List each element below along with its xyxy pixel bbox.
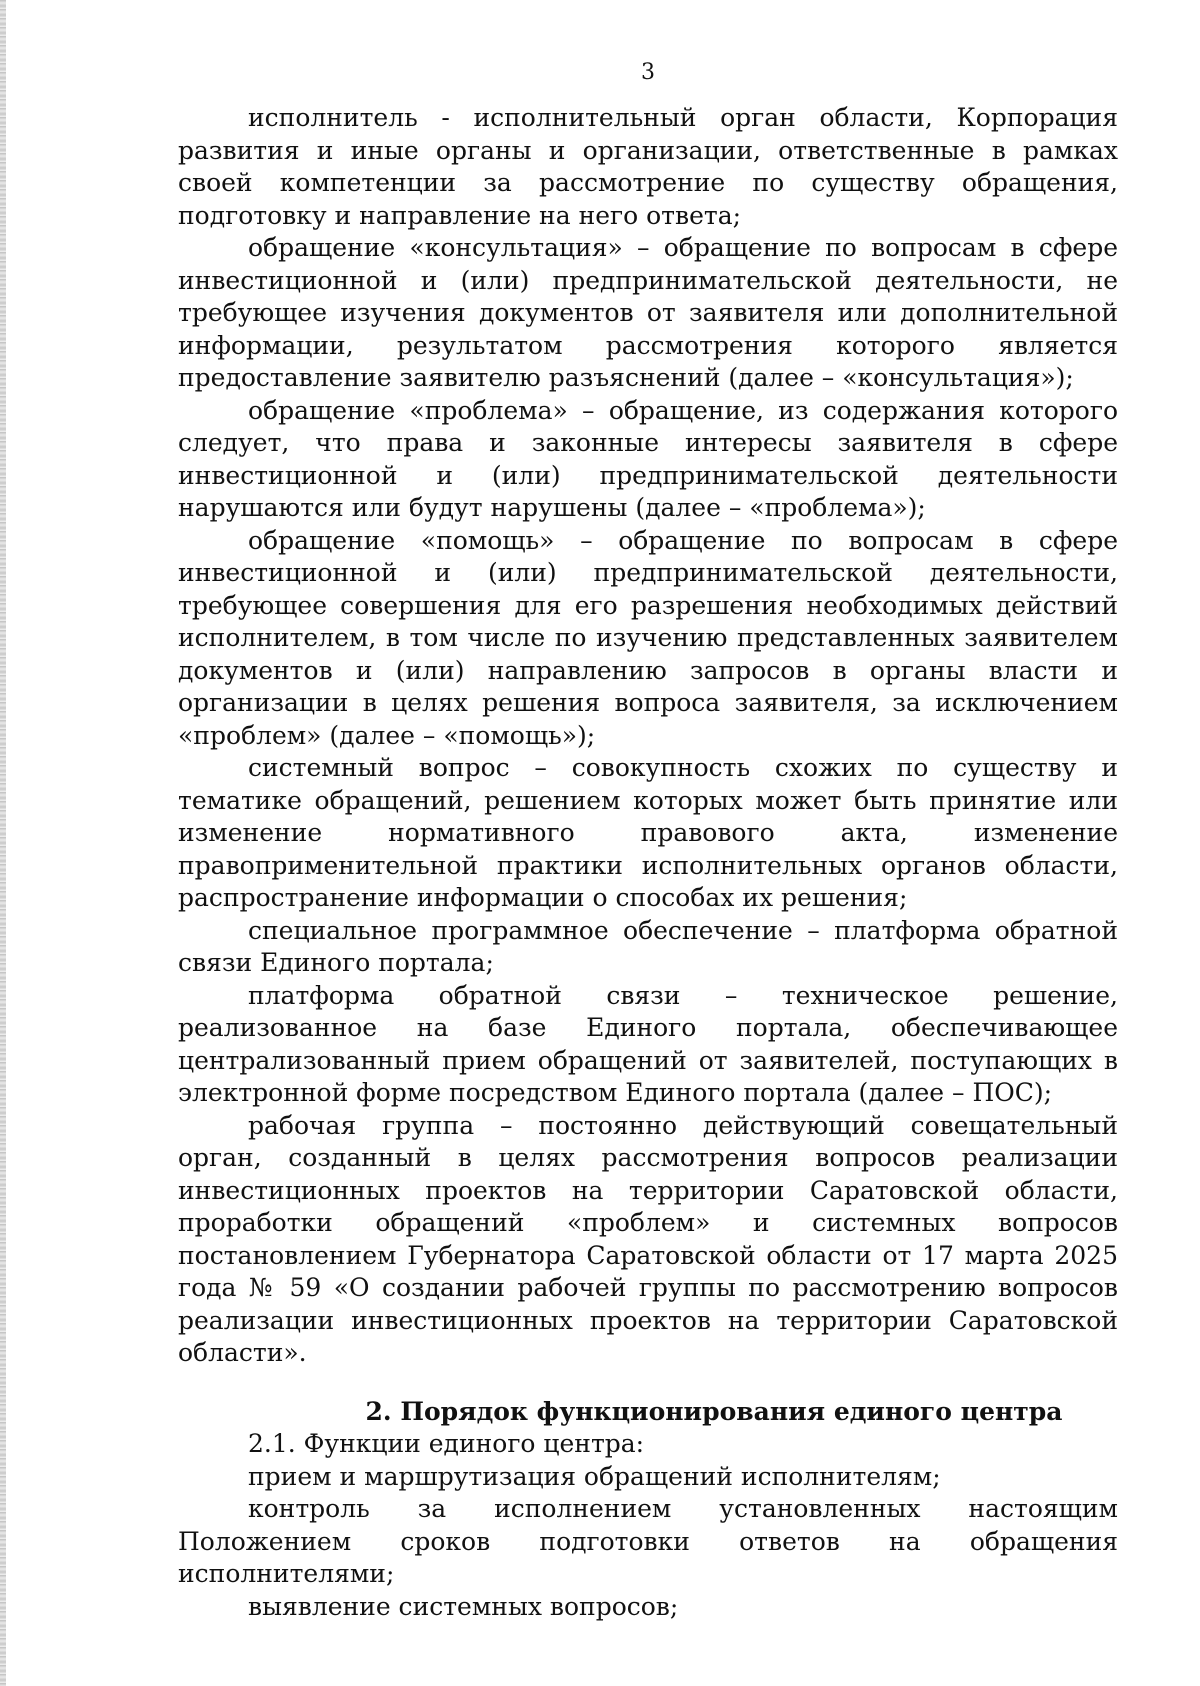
scan-edge-artifact (0, 0, 6, 1686)
section-heading: 2. Порядок функционирования единого центра (365, 1396, 1063, 1426)
paragraph-function-systemic-issues: выявление системных вопросов; (248, 1591, 679, 1621)
paragraph-functions-intro: 2.1. Функции единого центра: (248, 1429, 645, 1458)
paragraph-definition-feedback-platform: платформа обратной связи – техническое решение, реализованное на базе Единого портала, обеспечивающее централизованный прием обращений от заявителей, поступающих в электронной форме посредством Единого портала (далее – ПОС); (178, 980, 1118, 1107)
paragraph-definition-software: специальное программное обеспечение – платформа обратной связи Единого портала; (178, 915, 1118, 977)
page-number: 3 (641, 60, 655, 85)
paragraph-definition-systemic-issue: системный вопрос – совокупность схожих по существу и тематике обращений, решением которых может быть принятие или изменение нормативного правового акта, изменение правоприменительной практики исполнительных органов области, распространение информации о способах их решения; (178, 753, 1118, 912)
document-body (178, 102, 1118, 1623)
paragraph-definition-consultation: обращение «консультация» – обращение по вопросам в сфере инвестиционной и (или) предпринимательской деятельности, не требующее изучения документов от заявителя или дополнительной информации, результатом рассмотрения которого является предоставление заявителю разъяснений (далее – «консультация»); (178, 233, 1118, 392)
paragraph-function-routing: прием и маршрутизация обращений исполнителям; (248, 1461, 941, 1491)
paragraph-definition-problem: обращение «проблема» – обращение, из содержания которого следует, что права и законные интересы заявителя в сфере инвестиционной и (или) предпринимательской деятельности нарушаются или будут нарушены (далее – «проблема»); (178, 395, 1118, 522)
paragraph-function-deadline-control: контроль за исполнением установленных настоящим Положением сроков подготовки ответов на обращения исполнителями; (178, 1494, 1118, 1588)
paragraph-definition-working-group: рабочая группа – постоянно действующий совещательный орган, созданный в целях рассмотрения вопросов реализации инвестиционных проектов на территории Саратовской области, проработки обращений «проблем» и системных вопросов постановлением Губернатора Саратовской области от 17 марта 2025 года № 59 «О создании рабочей группы по рассмотрению вопросов реализации инвестиционных проектов на территории Саратовской области». (178, 1110, 1118, 1367)
paragraph-definition-help: обращение «помощь» – обращение по вопросам в сфере инвестиционной и (или) предпринимательской деятельности, требующее совершения для его разрешения необходимых действий исполнителем, в том числе по изучению представленных заявителем документов и (или) направлению запросов в органы власти и организации в целях решения вопроса заявителя, за исключением «проблем» (далее – «помощь»); (178, 525, 1118, 750)
paragraph-definition-executor: исполнитель - исполнительный орган области, Корпорация развития и иные органы и организации, ответственные в рамках своей компетенции за рассмотрение по существу обращения, подготовку и направление на него ответа; (178, 103, 1118, 230)
